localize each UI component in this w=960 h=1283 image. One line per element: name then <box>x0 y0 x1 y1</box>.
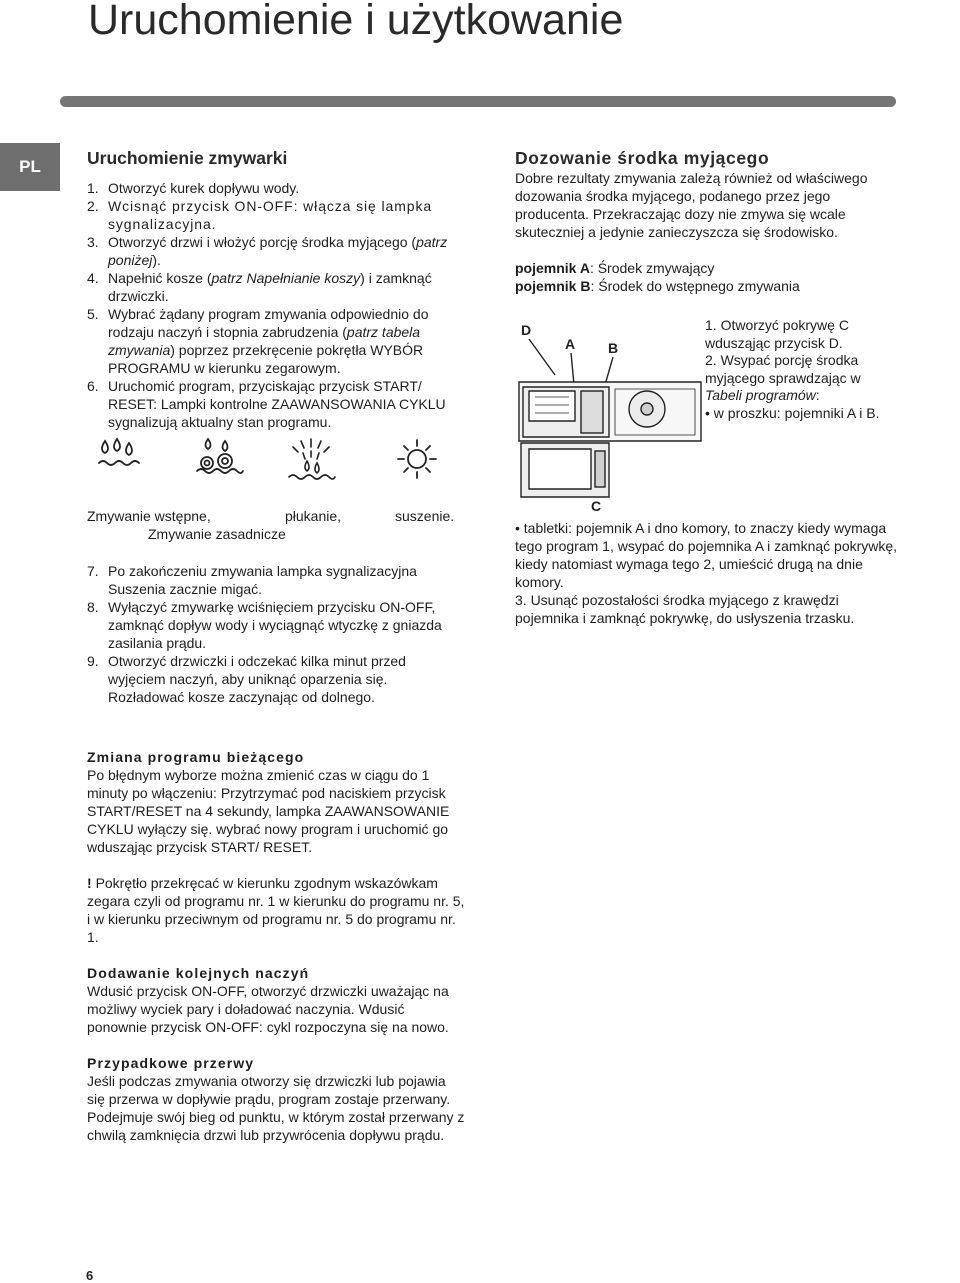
step-text: Wyłączyć zmywarkę wciśnięciem przycisku ON-OFF, zamknąć dopływ wody i wyciągnąć wtyczkę z gniazda zasilania prądu. <box>108 599 442 651</box>
container-a-description: : Środek zmywający <box>589 260 715 276</box>
page-title: Uruchomienie i użytkowanie <box>88 0 624 44</box>
wash-phase-labels <box>87 507 467 543</box>
step-9 <box>87 652 467 706</box>
interruptions-text: Jeśli podczas zmywania otworzy się drzwiczki lub pojawia się przerwa w dopływie prądu, program zostaje przerwany. Podejmuje swój bieg od punktu, w którym został przerwany z chwilą zamknięcia drzwi lub przywrócenia dopływu prądu. <box>87 1073 465 1143</box>
start-section <box>87 147 467 706</box>
right-column <box>515 147 900 627</box>
change-program-section <box>87 748 467 946</box>
add-dishes-text: Wdusić przycisk ON-OFF, otworzyć drzwiczki uważając na możliwy wyciek pary i doładować naczynia. Wdusić ponownie przycisk ON-OFF: cykl rozpoczyna się na nowo. <box>87 983 449 1035</box>
step-number: 5. <box>87 306 99 322</box>
step-reference: patrz tabela zmywania <box>108 324 421 358</box>
container-b-line <box>515 277 900 295</box>
step-reference: patrz poniżej <box>108 234 448 268</box>
step-text: Otworzyć drzwi i włożyć porcję środka myjącego ( <box>108 234 417 250</box>
step-number: 1. <box>87 180 99 196</box>
powder-bullet: • w proszku: pojemniki A i B. <box>705 404 880 421</box>
step-text: Wybrać żądany program zmywania odpowiednio do rodzaju naczyń i stopnia zabrudzenia ( <box>108 306 429 340</box>
step-5 <box>87 305 467 377</box>
step-text: Otworzyć drzwiczki i odczekać kilka minut przed wyjęciem naczyń, aby uniknąć oparzenia się. Rozładować kosze zaczynając od dolnego. <box>108 653 406 705</box>
main-wash-icon <box>193 437 245 477</box>
step-number: 3. <box>87 234 99 250</box>
step-text: ) i zamknąć drzwiczki. <box>108 270 432 304</box>
step-number: 2. <box>87 198 99 214</box>
step-text: Wcisnąć przycisk ON-OFF: włącza się lampka sygnalizacyjna. <box>108 198 433 232</box>
figure-label-d: D <box>521 322 532 338</box>
left-column <box>87 147 467 1144</box>
warning-icon: ! <box>87 875 92 891</box>
add-dishes-heading: Dodawanie kolejnych naczyń <box>87 965 310 981</box>
step-text: Uruchomić program, przyciskając przycisk START/ RESET: Lampki kontrolne ZAAWANSOWANIA CYKLU sygnalizują aktualny stan programu. <box>108 378 446 430</box>
step-3 <box>87 233 467 269</box>
prewash-icon <box>95 437 141 477</box>
step-number: 7. <box>87 563 99 579</box>
tablets-bullet: • tabletki: pojemnik A i dno komory, to znaczy kiedy wymaga tego program 1, wsypać do pojemnika A i zamknąć pokrywkę, kiedy natomiast wymaga tego 2, umieścić drugą na dnie komory. <box>515 520 898 590</box>
step-2 <box>87 197 467 233</box>
step-reference: patrz Napełnianie koszy <box>211 270 361 286</box>
step-1 <box>87 179 467 197</box>
step-6 <box>87 377 467 431</box>
dispenser-step-2 <box>705 352 900 405</box>
step-number: 8. <box>87 599 99 615</box>
step-number: 4. <box>87 270 99 286</box>
start-heading: Uruchomienie zmywarki <box>87 148 288 168</box>
step-text: 2. Wsypać porcję środka myjącego sprawdzając w <box>705 352 861 386</box>
title-divider <box>60 96 896 107</box>
step-text: Napełnić kosze ( <box>108 270 212 286</box>
step-text: Otworzyć kurek dopływu wody. <box>108 180 300 196</box>
language-tab: PL <box>0 143 60 191</box>
step-7 <box>87 562 467 598</box>
step-text: ). <box>152 252 161 268</box>
detergent-dispenser-illustration <box>515 317 705 517</box>
note-text: Pokrętło przekręcać w kierunku zgodnym wskazówkam zegara czyli od programu nr. 1 w kierunku do programu nr. 5, i w kierunku przeciwnym od programu nr. 5 do programu nr. 1. <box>87 875 465 945</box>
container-b-label: pojemnik B <box>515 278 591 294</box>
figure-label-a: A <box>565 336 576 352</box>
phase-prewash-label: Zmywanie wstępne, <box>87 508 211 524</box>
phase-dry-label: suszenie. <box>395 508 455 524</box>
change-program-heading: Zmiana programu bieżącego <box>87 749 305 765</box>
add-dishes-section <box>87 964 467 1036</box>
dispenser-steps <box>705 317 900 422</box>
container-a-label: pojemnik A <box>515 260 590 276</box>
dial-direction-note <box>87 874 467 946</box>
step-number: 6. <box>87 378 99 394</box>
phase-rinse-label: płukanie, <box>285 508 342 524</box>
step-number: 9. <box>87 653 99 669</box>
change-program-text: Po błędnym wyborze można zmienić czas w ciągu do 1 minuty po włączeniu: Przytrzymać pod naciskiem przycisk START/RESET na 4 sekundy, lampka ZAAWANSOWANIE CYKLU wyłączy się. wybrać nowy program i uruchomić go wdusząjąc przycisk START/ RESET. <box>87 767 450 855</box>
start-steps <box>87 179 467 431</box>
step-8 <box>87 598 467 652</box>
dispenser-step-1: 1. Otworzyć pokrywę C wdusząjąc przycisk D. <box>705 317 849 351</box>
figure-label-c: C <box>591 498 602 514</box>
phase-main-wash-label: Zmywanie zasadnicze <box>148 526 286 542</box>
figure-label-b: B <box>608 340 619 356</box>
detergent-intro: Dobre rezultaty zmywania zależą również od właściwego dozowania środka myjącego, podanego przez jego producenta. Przekraczając dozy nie zmywa się wcale skuteczniej a jedynie zanieczyszcza się środowisko. <box>515 170 868 240</box>
step-text: Po zakończeniu zmywania lampka sygnalizacyjna Suszenia zacznie migać. <box>108 563 417 597</box>
page-number: 6 <box>86 1268 94 1283</box>
dry-icon <box>395 437 439 481</box>
finish-steps <box>87 562 467 706</box>
detergent-figure-area <box>515 317 900 517</box>
step-text: : <box>815 387 820 403</box>
program-table-reference: Tabeli programów <box>705 387 816 403</box>
wash-phase-icons <box>87 437 467 507</box>
detergent-heading: Dozowanie środka myjącego <box>515 148 770 168</box>
rinse-icon <box>285 437 337 481</box>
step-4 <box>87 269 467 305</box>
step-text: ) poprzez przekręcenie pokrętła WYBÓR PROGRAMU w kierunku zegarowym. <box>108 342 424 376</box>
dispenser-step-3: 3. Usunąć pozostałości środka myjącego z krawędzi pojemnika i zamknąć pokrywkę, do usłyszenia trzasku. <box>515 592 855 626</box>
container-b-description: : Środek do wstępnego zmywania <box>590 278 800 294</box>
interruptions-heading: Przypadkowe przerwy <box>87 1055 255 1071</box>
container-a-line <box>515 259 900 277</box>
interruptions-section <box>87 1054 467 1144</box>
